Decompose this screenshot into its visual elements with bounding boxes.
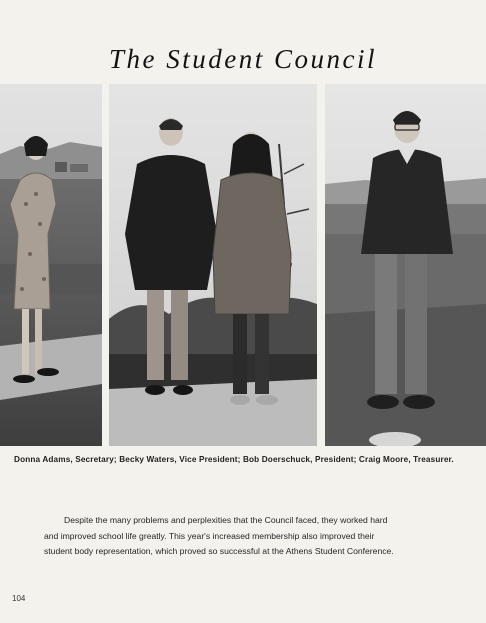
- photo-caption: Donna Adams, Secretary; Becky Waters, Vice President; Bob Doerschuck, President; Craig Moore, Treasurer.: [14, 455, 454, 464]
- page-number: 104: [12, 594, 26, 603]
- body-line: student body representation, which proved so successful at the Athens Student Conference.: [44, 546, 394, 556]
- body-line: Despite the many problems and perplexities that the Council faced, they worked hard: [64, 515, 388, 525]
- photo-treasurer: [325, 84, 486, 446]
- page-title: The Student Council: [109, 44, 377, 74]
- photo-secretary: [0, 84, 102, 446]
- body-paragraph: [44, 513, 464, 560]
- body-line: and improved school life greatly. This year's increased membership also improved their: [44, 530, 375, 541]
- photo-vice-president-and-president: [109, 84, 317, 446]
